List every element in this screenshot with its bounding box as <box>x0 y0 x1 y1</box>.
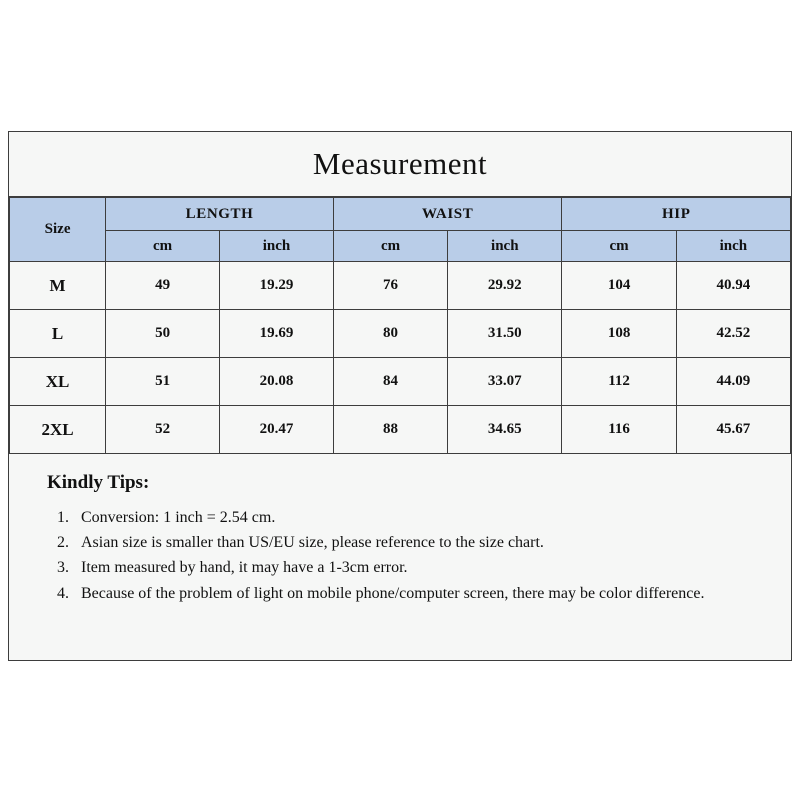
column-header-waist: WAIST <box>333 198 562 231</box>
column-header-hip: HIP <box>562 198 791 231</box>
table-row <box>10 310 791 358</box>
cell-waist-cm: 88 <box>333 406 447 454</box>
cell-size: XL <box>10 358 106 406</box>
cell-length-cm: 51 <box>106 358 220 406</box>
cell-hip-inch: 45.67 <box>676 406 790 454</box>
list-item: 3. Item measured by hand, it may have a 1-3cm error. <box>73 556 765 579</box>
cell-waist-inch: 31.50 <box>448 310 562 358</box>
table-row <box>10 406 791 454</box>
cell-waist-cm: 84 <box>333 358 447 406</box>
cell-hip-cm: 104 <box>562 262 676 310</box>
cell-hip-cm: 108 <box>562 310 676 358</box>
cell-waist-inch: 33.07 <box>448 358 562 406</box>
card-title-row <box>9 132 791 197</box>
unit-header-hip-cm: cm <box>562 231 676 262</box>
unit-header-waist-inch: inch <box>448 231 562 262</box>
list-item: 2. Asian size is smaller than US/EU size, please reference to the size chart. <box>73 531 765 554</box>
measurement-card <box>8 131 792 661</box>
cell-length-inch: 20.08 <box>220 358 334 406</box>
cell-waist-cm: 76 <box>333 262 447 310</box>
cell-hip-inch: 40.94 <box>676 262 790 310</box>
page-title: Measurement <box>312 146 488 181</box>
cell-waist-inch: 34.65 <box>448 406 562 454</box>
kindly-tips-section <box>9 454 791 617</box>
cell-waist-cm: 80 <box>333 310 447 358</box>
unit-header-waist-cm: cm <box>333 231 447 262</box>
unit-header-hip-inch: inch <box>676 231 790 262</box>
cell-length-inch: 20.47 <box>220 406 334 454</box>
cell-length-inch: 19.69 <box>220 310 334 358</box>
cell-hip-inch: 44.09 <box>676 358 790 406</box>
list-item: 1. Conversion: 1 inch = 2.54 cm. <box>73 506 765 529</box>
tips-title: Kindly Tips: <box>47 472 150 493</box>
table-row <box>10 262 791 310</box>
cell-length-cm: 52 <box>106 406 220 454</box>
cell-length-cm: 49 <box>106 262 220 310</box>
cell-length-cm: 50 <box>106 310 220 358</box>
measurement-table <box>9 197 791 454</box>
tips-list <box>47 506 765 605</box>
cell-size: M <box>10 262 106 310</box>
group-header-row <box>10 198 791 231</box>
table-header <box>10 198 791 262</box>
unit-header-row <box>10 231 791 262</box>
unit-header-length-cm: cm <box>106 231 220 262</box>
cell-hip-cm: 116 <box>562 406 676 454</box>
list-item: 4. Because of the problem of light on mobile phone/computer screen, there may be color difference. <box>73 582 765 605</box>
column-header-length: LENGTH <box>106 198 334 231</box>
column-header-size: Size <box>10 198 106 262</box>
table-row <box>10 358 791 406</box>
cell-hip-cm: 112 <box>562 358 676 406</box>
unit-header-length-inch: inch <box>220 231 334 262</box>
cell-waist-inch: 29.92 <box>448 262 562 310</box>
cell-size: 2XL <box>10 406 106 454</box>
table-body <box>10 262 791 454</box>
cell-size: L <box>10 310 106 358</box>
cell-length-inch: 19.29 <box>220 262 334 310</box>
cell-hip-inch: 42.52 <box>676 310 790 358</box>
